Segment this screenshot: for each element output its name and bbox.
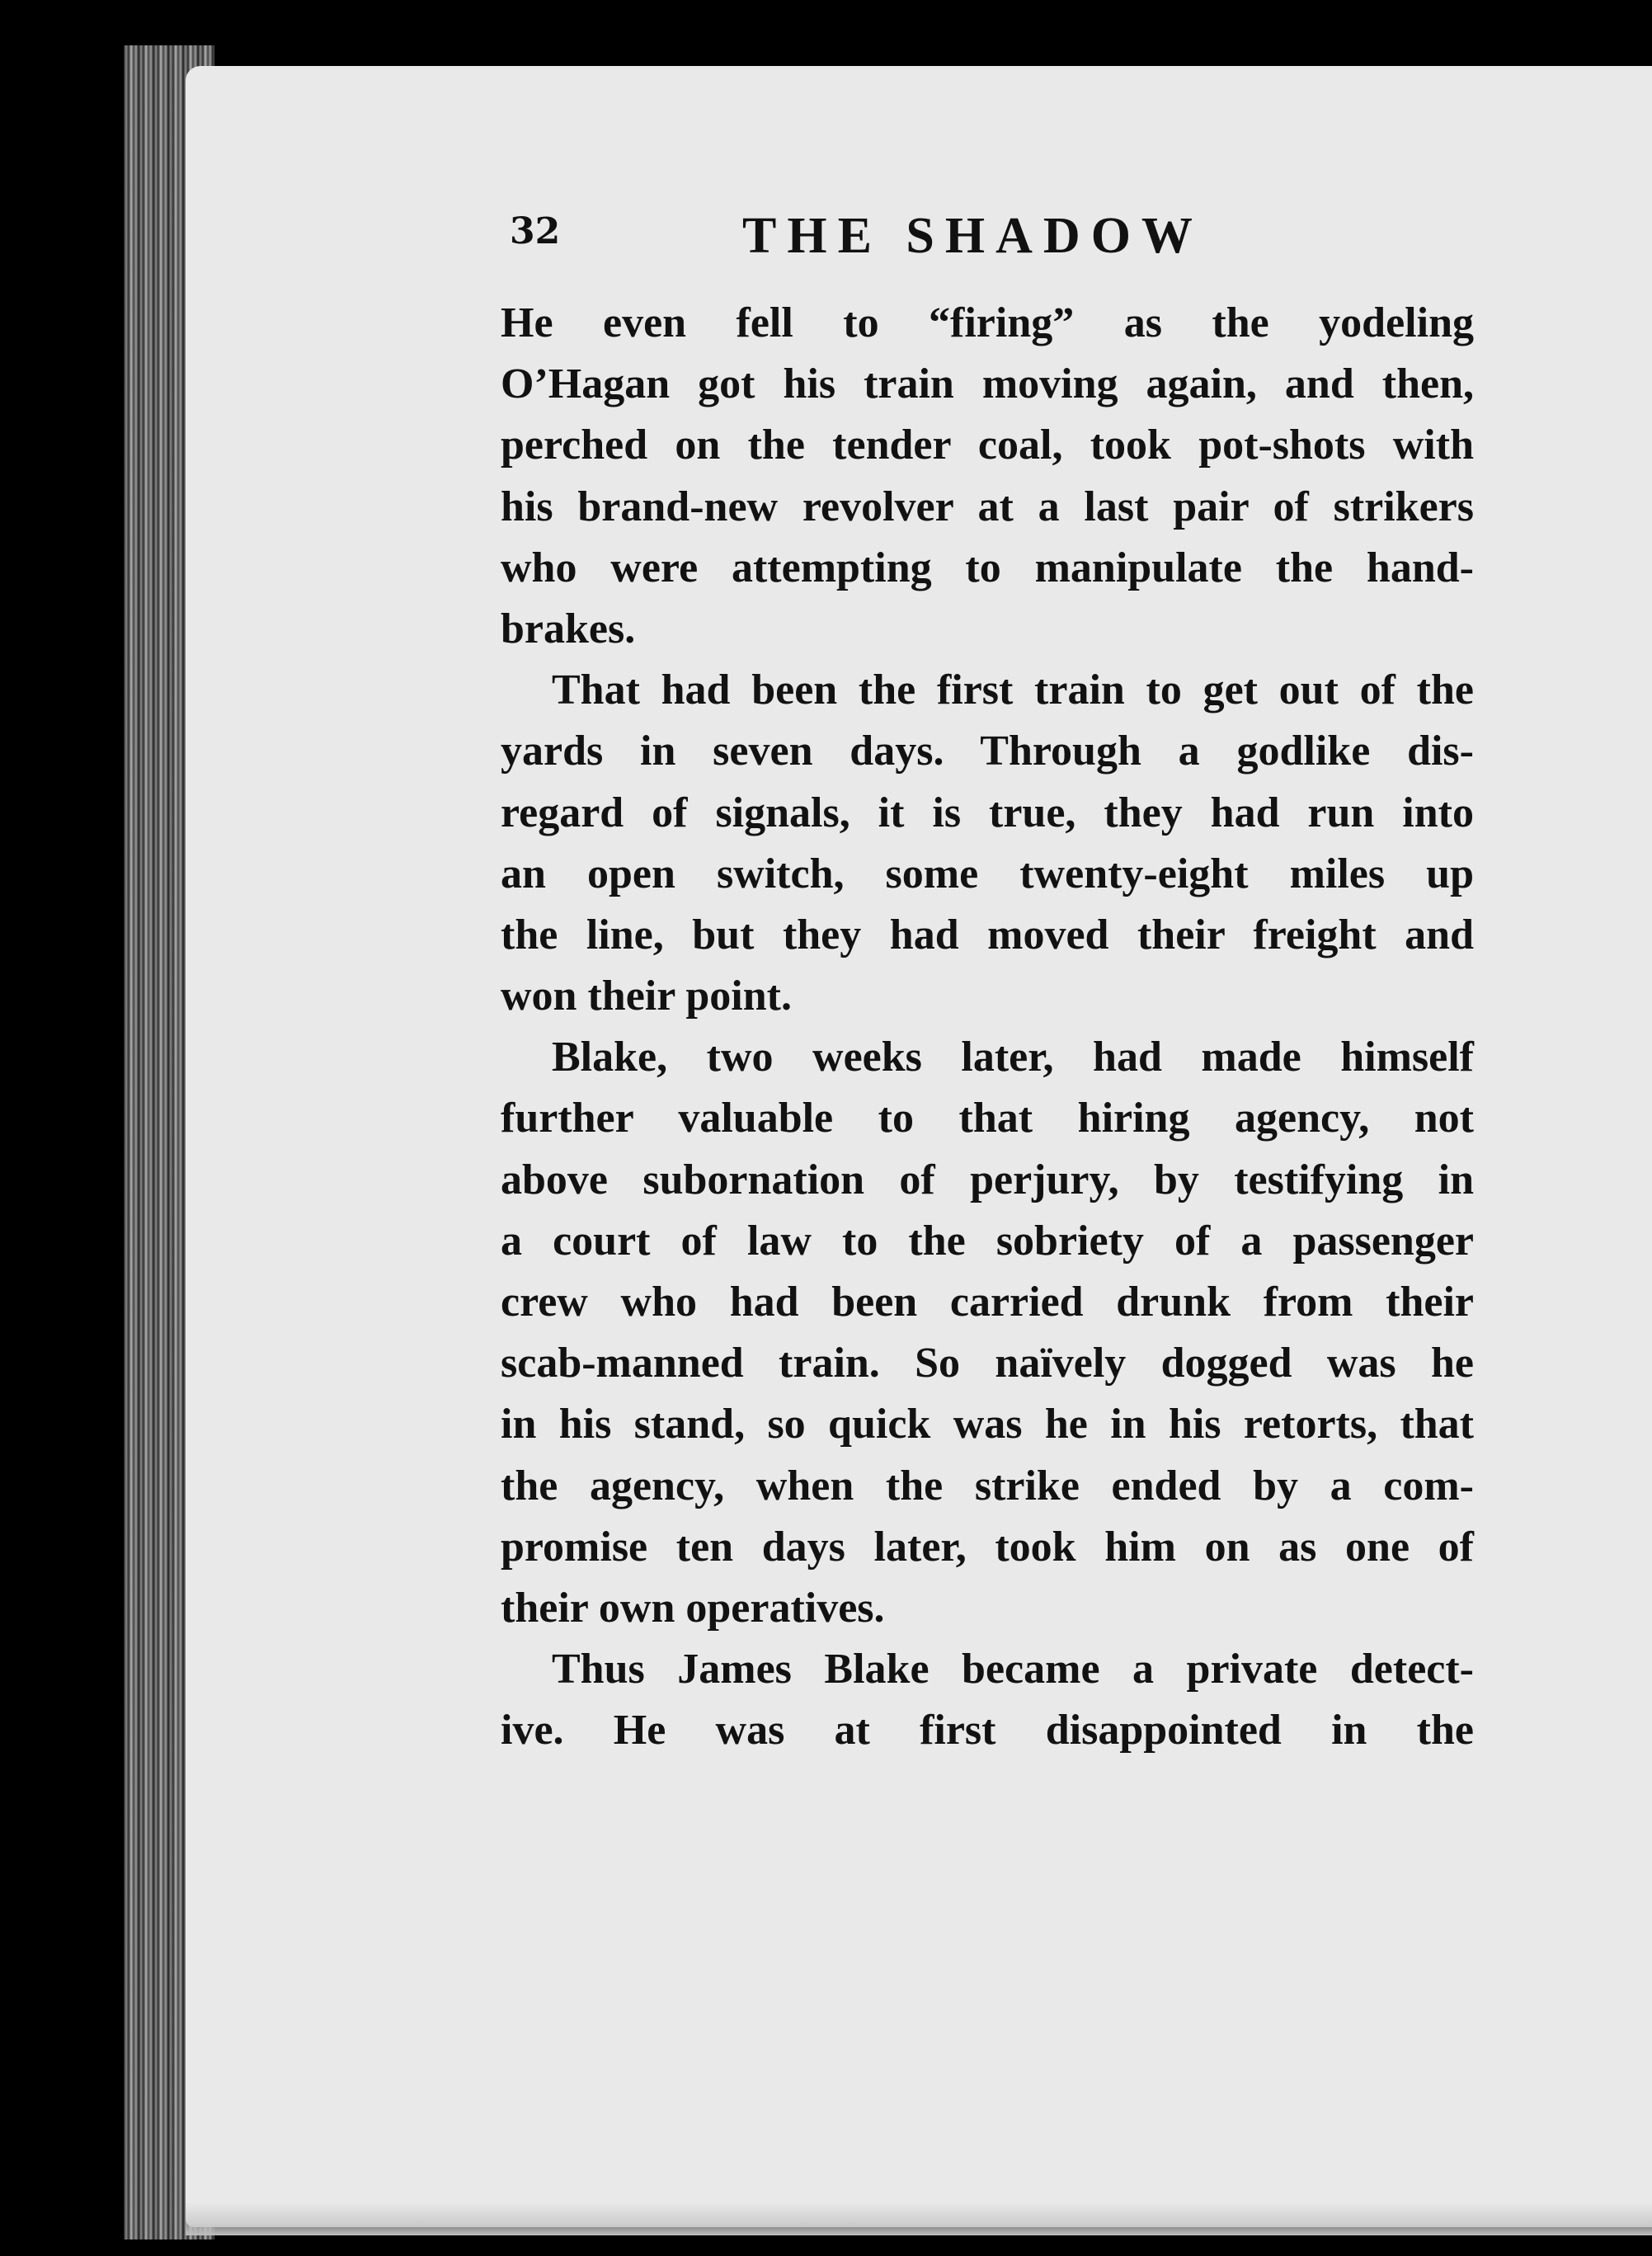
text-line: his brand-new revolver at a last pair of strikers: [501, 483, 1474, 530]
text-line: Thus James Blake became a private detect-: [552, 1646, 1474, 1693]
text-line: an open switch, some twenty-eight miles up: [501, 850, 1474, 897]
text-line: He even fell to “firing” as the yodeling: [501, 299, 1474, 346]
text-line: brakes.: [501, 605, 636, 652]
text-line: their own operatives.: [501, 1584, 885, 1632]
text-line: regard of signals, it is true, they had run into: [501, 789, 1474, 836]
text-line: promise ten days later, took him on as one of: [501, 1523, 1474, 1571]
paragraph: [501, 293, 1474, 660]
text-line: perched on the tender coal, took pot-shots with: [501, 422, 1474, 469]
text-line: Blake, two weeks later, had made himself: [552, 1034, 1474, 1081]
page-header: [510, 210, 1466, 276]
text-line: won their point.: [501, 973, 792, 1020]
text-line: O’Hagan got his train moving again, and then,: [501, 360, 1474, 408]
page-bottom-shadow: [186, 2202, 1652, 2235]
page-body-text: [501, 293, 1474, 1762]
text-line: a court of law to the sobriety of a passenger: [501, 1217, 1474, 1265]
text-line: in his stand, so quick was he in his retorts, that: [501, 1401, 1474, 1448]
paragraph: [501, 1027, 1474, 1639]
text-line: yards in seven days. Through a godlike dis-: [501, 728, 1474, 775]
page-number: 32: [510, 210, 561, 252]
text-line: That had been the first train to get out of the: [552, 666, 1474, 714]
paragraph: [501, 660, 1474, 1027]
text-line: crew who had been carried drunk from their: [501, 1279, 1474, 1326]
running-title: THE SHADOW: [742, 208, 1203, 264]
text-line: above subornation of perjury, by testifying in: [501, 1156, 1474, 1203]
text-line: the agency, when the strike ended by a com-: [501, 1462, 1474, 1509]
paragraph: [501, 1639, 1474, 1761]
text-line: scab-manned train. So naïvely dogged was he: [501, 1340, 1474, 1387]
text-line: further valuable to that hiring agency, not: [501, 1095, 1474, 1142]
text-line: ive. He was at first disappointed in the: [501, 1707, 1474, 1754]
text-line: the line, but they had moved their freight and: [501, 911, 1474, 958]
text-line: who were attempting to manipulate the hand-: [501, 544, 1474, 591]
